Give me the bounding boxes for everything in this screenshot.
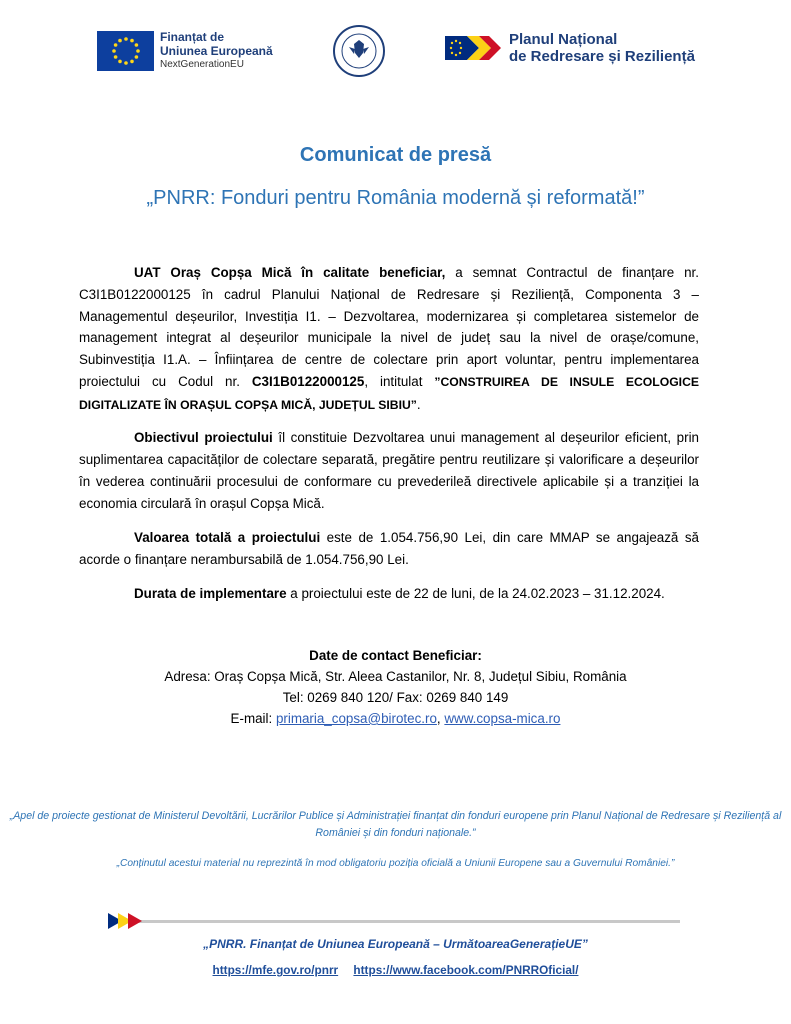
eu-logo-text: [160, 30, 273, 72]
paragraph1-text-a: a semnat Contractul de finanțare nr. C3I1B0122000125 în cadrul Planului Național de Redresare și Reziliență, Componenta 3 – Managementul deșeurilor, Investiția I1. – Dezvoltarea, modernizarea și completarea sistemelor de management integrat al deșeurilor municipale la nivel de județ sau la nivel de orașe/comune, Subinvestiția I1.A. – Înființarea de centre de colectare prin aport voluntar, pentru implementarea proiectului cu Codul nr.: [79, 265, 699, 389]
eu-funding-logo: [97, 30, 273, 72]
page-subtitle: „PNRR: Fonduri pentru România modernă și reformată!”: [146, 187, 645, 209]
paragraph4-lead: Durata de implementare: [134, 586, 287, 601]
paragraph1-text-b: , intitulat: [364, 373, 435, 389]
eu-logo-line2: Uniunea Europeană: [160, 44, 273, 58]
disclaimer-funding: „Apel de proiecte gestionat de Ministerul Devoltării, Lucrărilor Publice și Administrației finanțat din fonduri europene prin Planul Național de Redresare și Reziliență al României și din fonduri naționale.”: [9, 810, 782, 839]
pnrr-logo: [445, 30, 695, 66]
footer-divider: [108, 911, 680, 931]
eu-logo-line3: NextGenerationEU: [160, 59, 244, 70]
paragraph-duration: [79, 583, 699, 605]
page-title: Comunicat de presă: [299, 144, 492, 166]
project-code: C3I1B0122000125: [251, 373, 365, 389]
paragraph1-lead: UAT Oraș Copșa Mică în calitate beneficiar,: [134, 265, 446, 280]
pnrr-logo-text: [509, 31, 695, 65]
paragraph-value: [79, 527, 699, 571]
eu-logo-line1: Finanțat de: [160, 30, 225, 44]
footer-slogan: „PNRR. Finanțat de Uniunea Europeană – UrmătoareaGenerațieUE”: [203, 937, 588, 951]
footer-link-facebook[interactable]: https://www.facebook.com/PNRROficial/: [353, 963, 579, 977]
contact-email-line: [0, 708, 791, 729]
contact-block: [0, 645, 791, 729]
paragraph-objective: [79, 427, 699, 515]
eu-flag-icon: [97, 31, 154, 71]
paragraph2-text: îl constituie Dezvoltarea unui management al deșeurilor eficient, prin suplimentarea capacităților de colectare separată, pregătire pentru reutilizare și valorificare a deșeurilor în vederea continuării procesului de conformare cu prevederileă directivele aplicabile și a tranziției la economia circulară în orașul Copșa Mică.: [79, 430, 699, 511]
email-link[interactable]: primaria_copsa@birotec.ro: [275, 711, 437, 726]
project-title: ”CONSTRUIREA DE INSULE ECOLOGICE DIGITALIZATE ÎN ORAȘUL COPȘA MICĂ, JUDEȚUL SIBIU”: [79, 374, 700, 412]
paragraph-contract: [79, 262, 699, 417]
footer-link-mfe[interactable]: https://mfe.gov.ro/pnrr: [212, 963, 339, 977]
pnrr-flag-icon: [445, 30, 503, 66]
header-logos: [0, 0, 791, 110]
website-link[interactable]: www.copsa-mica.ro: [444, 711, 561, 726]
romanian-government-seal-icon: [333, 25, 385, 77]
paragraph3-lead: Valoarea totală a proiectului: [134, 530, 321, 545]
paragraph1-text-c: .: [416, 396, 421, 412]
paragraph2-lead: Obiectivul proiectului: [134, 430, 273, 445]
paragraph4-text: a proiectului este de 22 de luni, de la 24.02.2023 – 31.12.2024.: [286, 586, 665, 601]
footer-links: [0, 963, 791, 977]
pnrr-logo-line2: de Redresare și Reziliență: [509, 48, 695, 65]
disclaimer-content: „Conținutul acestui material nu reprezintă în mod obligatoriu poziția oficială a Uniunii Europene sau a Guvernului României.”: [116, 858, 675, 869]
email-label: E-mail:: [230, 711, 276, 726]
contact-phone: Tel: 0269 840 120/ Fax: 0269 840 149: [282, 690, 509, 705]
contact-address: Adresa: Oraș Copșa Mică, Str. Aleea Castanilor, Nr. 8, Județul Sibiu, România: [164, 669, 627, 684]
pnrr-logo-line1: Planul Național: [509, 31, 618, 48]
contact-heading: Date de contact Beneficiar:: [309, 648, 482, 663]
contact-separator: ,: [436, 711, 445, 726]
paragraph3-text: este de 1.054.756,90 Lei, din care MMAP se angajează să acorde o finanțare nerambursabilă de 1.054.756,90 Lei.: [79, 530, 699, 567]
